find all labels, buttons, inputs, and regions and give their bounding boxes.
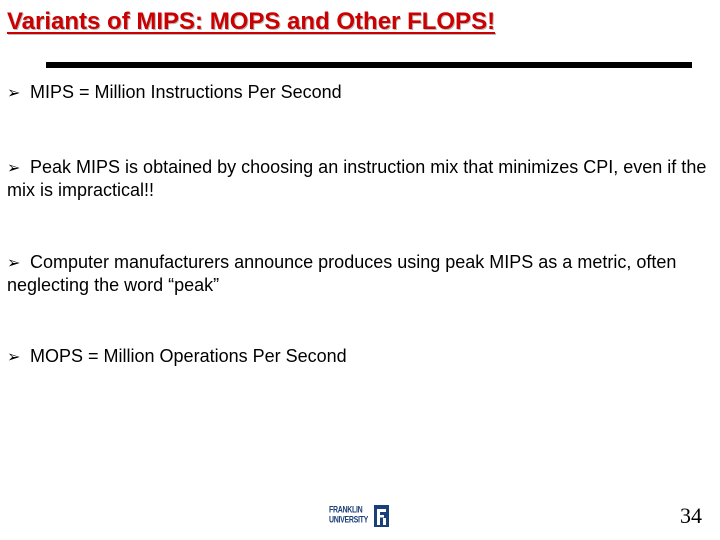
logo-text-franklin: FRANKLIN [329, 506, 363, 516]
franklin-university-logo-icon [374, 505, 389, 527]
arrow-bullet-icon: ➢ [7, 347, 21, 366]
bullet-text: Computer manufacturers announce produces using peak MIPS as a metric, often neglecting the word “peak” [7, 252, 677, 295]
bullet-item [7, 156, 707, 201]
arrow-bullet-icon: ➢ [7, 158, 21, 177]
bullet-item [7, 345, 707, 368]
page-number: 34 [680, 503, 702, 528]
franklin-university-logo [329, 505, 389, 527]
bullet-item [7, 81, 707, 104]
arrow-bullet-icon: ➢ [7, 253, 21, 272]
title-divider [46, 62, 692, 68]
arrow-bullet-icon: ➢ [7, 83, 21, 102]
bullet-item [7, 251, 707, 296]
bullet-text: MIPS = Million Instructions Per Second [30, 82, 342, 102]
slide-title: Variants of MIPS: MOPS and Other FLOPS! [7, 8, 496, 35]
logo-text-university: UNIVERSITY [329, 516, 369, 526]
bullet-text: MOPS = Million Operations Per Second [30, 346, 347, 366]
bullet-text: Peak MIPS is obtained by choosing an instruction mix that minimizes CPI, even if the mix is impractical!! [7, 157, 707, 200]
